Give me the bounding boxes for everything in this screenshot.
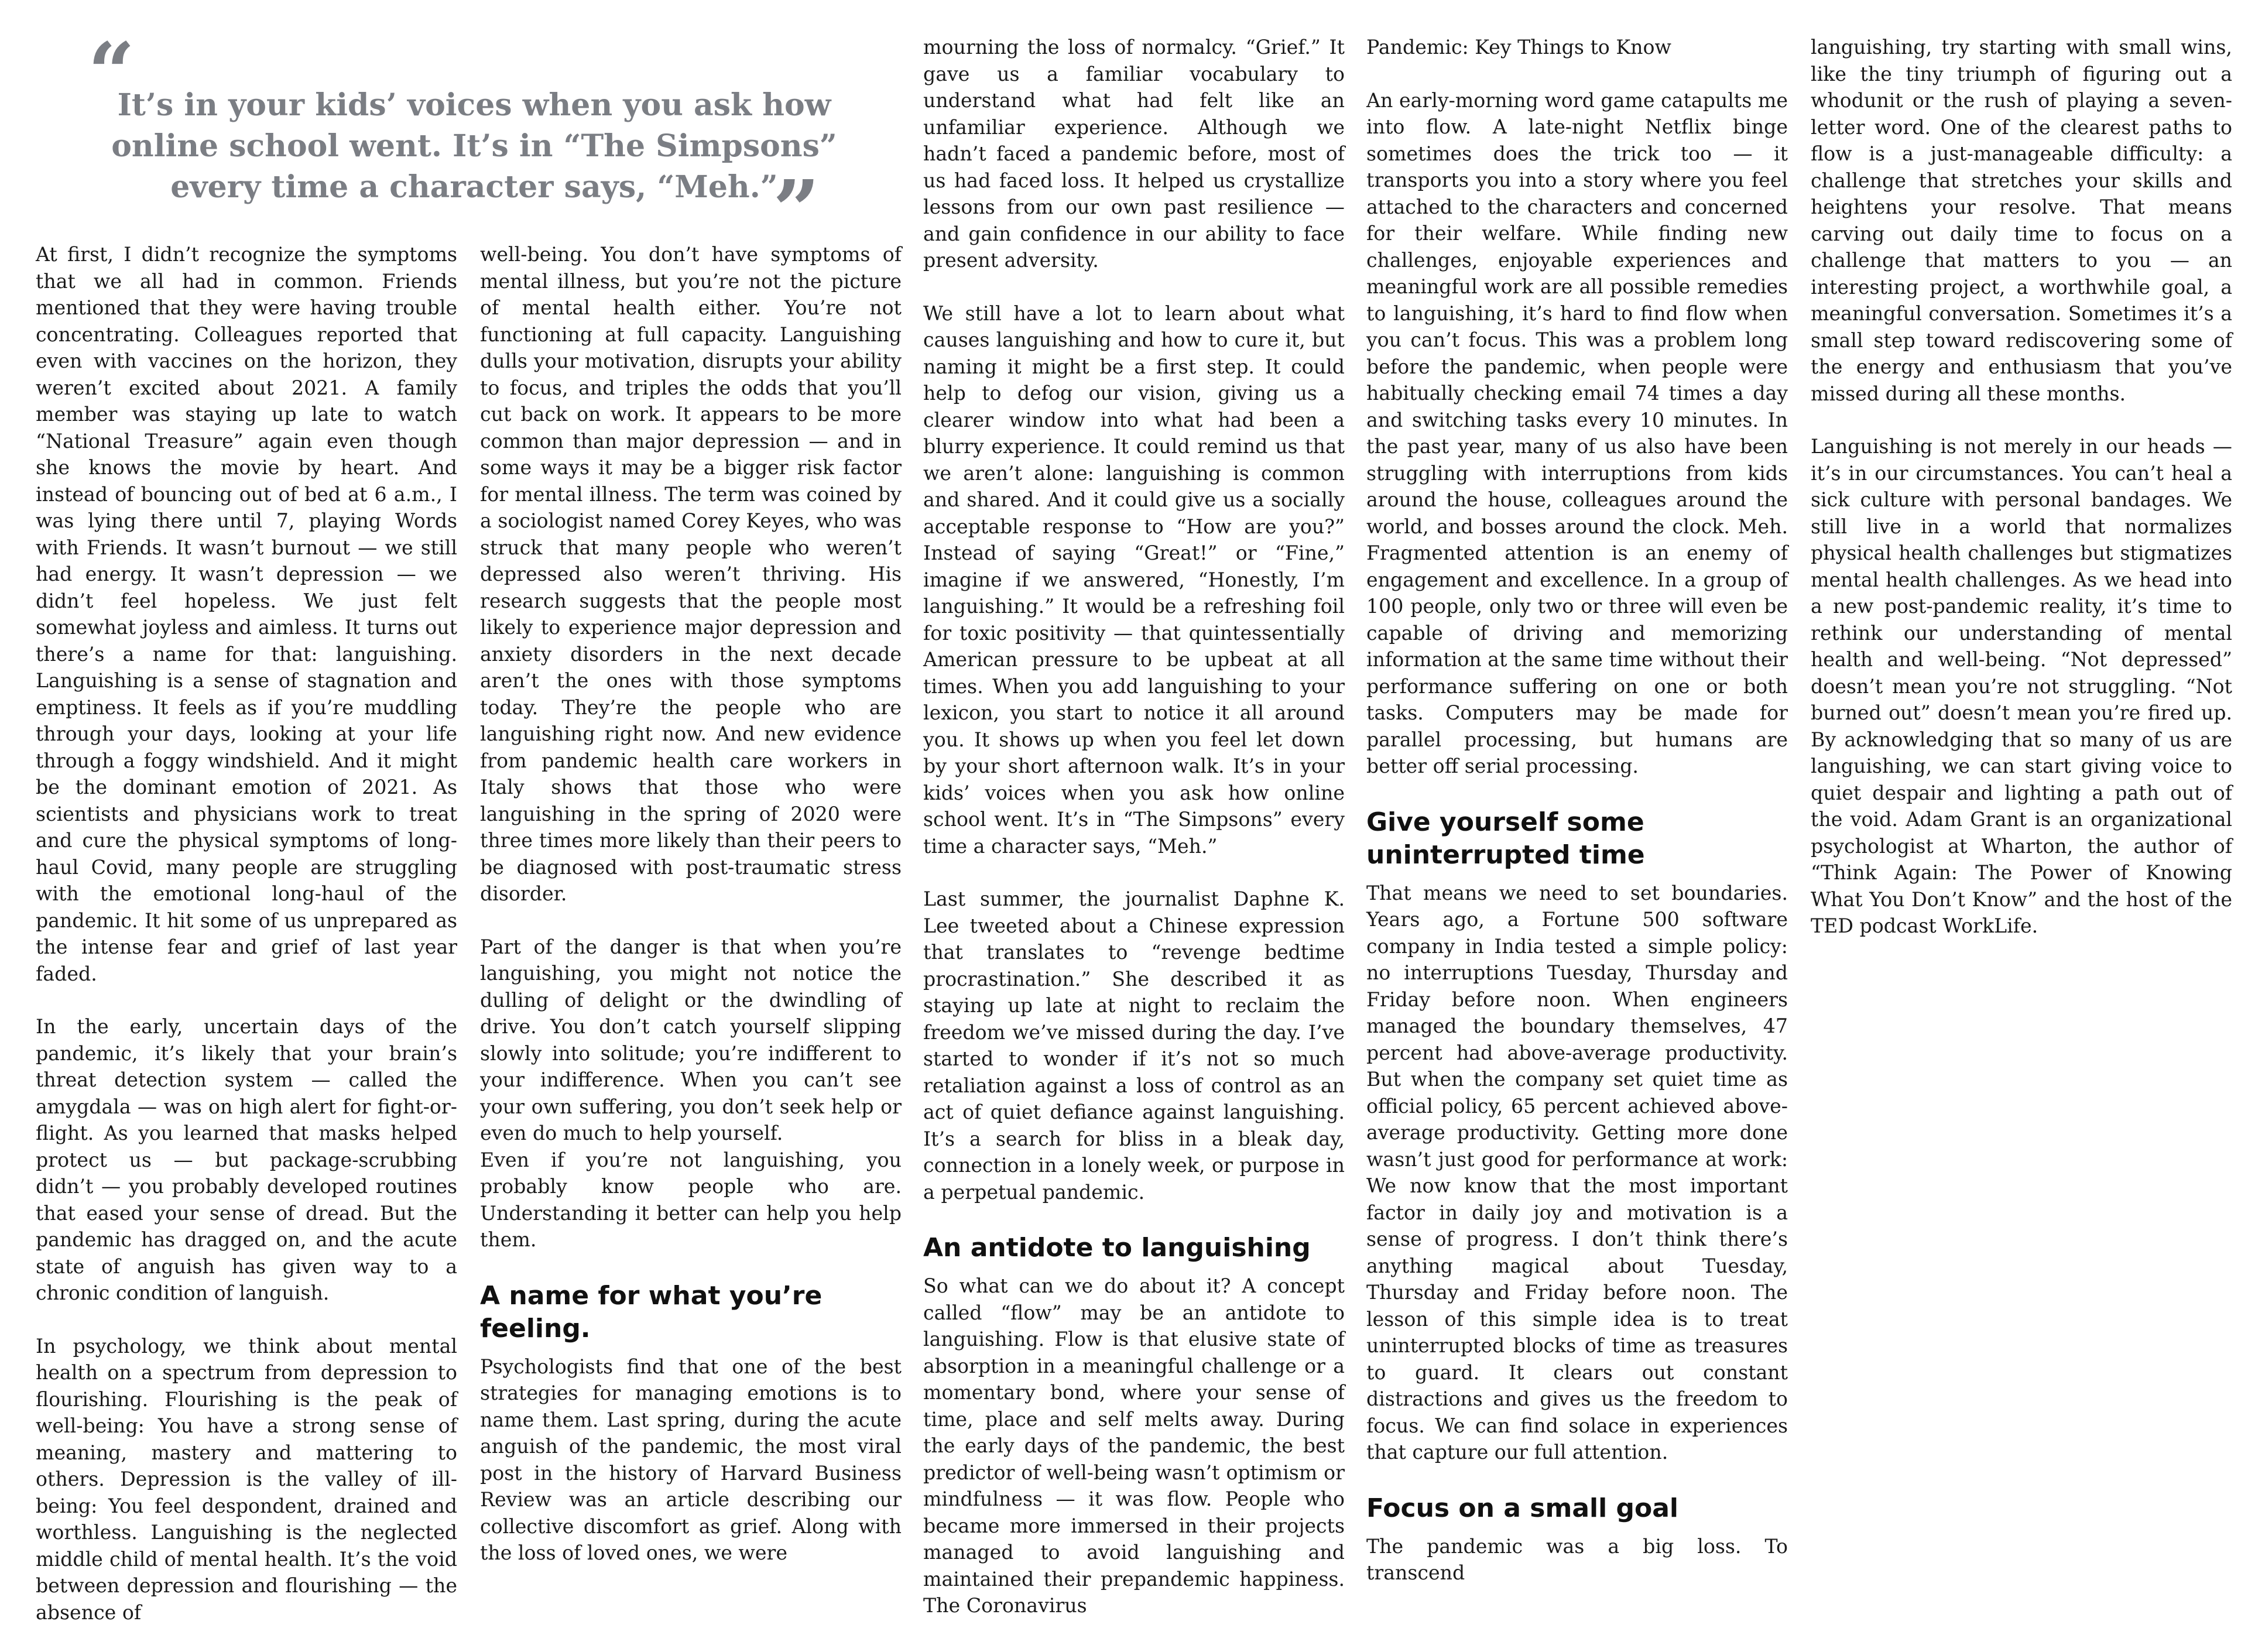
- paragraph: An early-morning word game catapults me into flow. A late-night Netflix binge sometimes does the trick too — it transports you into a story where you feel attached to the characters and concerned for their welfare. While finding new challenges, enjoyable experiences and meaningful work are all possible remedies to languishing, it’s hard to find flow when you can’t focus. This was a problem long before the pandemic, when people were habitually checking email 74 times a day and switching tasks every 10 minutes. In the past year, many of us also have been struggling with interruptions from kids around the house, colleagues around the world, and bosses around the clock. Meh. Fragmented attention is an enemy of engagement and excellence. In a group of 100 people, only two or three will even be capable of driving and memorizing information at the same time without their performance suffering on one or both tasks. Computers may be made for parallel processing, but humans are better off serial processing.: [1366, 88, 1788, 777]
- paragraph: Last summer, the journalist Daphne K. Lee tweeted about a Chinese expression that translates to “revenge bedtime procrastination.” She described it as staying up late at night to reclaim the freedom we’ve missed during the day. I’ve started to wonder if it’s not so much retaliation against a loss of control as an act of quiet defiance against languishing. It’s a search for bliss in a bleak day, connection in a lonely week, or purpose in a perpetual pandemic.: [923, 887, 1345, 1204]
- column-5: [1811, 34, 2232, 966]
- section-heading: A name for what you’re feeling.: [480, 1280, 823, 1343]
- paragraph: In the early, uncertain days of the pandemic, it’s likely that your brain’s threat detection system — called the amygdala — was on high alert for fight-or-flight. As you learned that masks helped protect us — but package-scrubbing didn’t — you probably developed routines that eased your sense of dread. But the pandemic has dragged on, and the acute state of anguish has given way to a chronic condition of languish.: [36, 1015, 457, 1304]
- pull-quote-text: It’s in your kids’ voices when you ask how online school went. It’s in “The Simpsons” every time a character says, “Meh.”: [111, 87, 837, 205]
- paragraph: Part of the danger is that when you’re languishing, you might not notice the dulling of delight or the dwindling of drive. You don’t catch yourself slipping slowly into solitude; you’re indifferent to your indifference. When you can’t see your own suffering, you don’t seek help or even do much to help yourself.: [480, 935, 902, 1144]
- paragraph: languishing, try starting with small wins, like the tiny triumph of figuring out a whodunit or the rush of playing a seven-letter word. One of the clearest paths to flow is a just-manageable difficulty: a challenge that stretches your skills and heightens your resolve. That means carving out daily time to focus on a challenge that matters to you — an interesting project, a worthwhile goal, a meaningful conversation. Sometimes it’s a small step toward rediscovering some of the energy and enthusiasm that you’ve missed during all these months.: [1811, 36, 2232, 405]
- paragraph: In psychology, we think about mental health on a spectrum from depression to flourishing. Flourishing is the peak of well-being: You have a strong sense of meaning, mastery and mattering to others. Depression is the valley of ill-being: You feel despondent, drained and worthless. Languishing is the neglected middle child of mental health. It’s the void between depression and flourishing — the absence of: [36, 1334, 457, 1624]
- paragraph: Pandemic: Key Things to Know: [1366, 36, 1671, 59]
- paragraph: So what can we do about it? A concept called “flow” may be an antidote to languishing. Flow is that elusive state of absorption in a meaningful challenge or a momentary bond, where your sense of time, place and self melts away. During the early days of the pandemic, the best predictor of well-being wasn’t optimism or mindfulness — it was flow. People who became more immersed in their projects managed to avoid languishing and maintained their prepandemic happiness. The Coronavirus: [923, 1274, 1345, 1617]
- section-heading: Focus on a small goal: [1366, 1493, 1679, 1523]
- section-heading: An antidote to languishing: [923, 1233, 1311, 1263]
- paragraph: mourning the loss of normalcy. “Grief.” It gave us a familiar vocabulary to understand what had felt like an unfamiliar experience. Although we hadn’t faced a pandemic before, most of us had faced loss. It helped us crystallize lessons from our own past resilience — and gain confidence in our ability to face present adversity.: [923, 36, 1345, 272]
- column-3: [923, 34, 1345, 1646]
- paragraph: We still have a lot to learn about what causes languishing and how to cure it, but naming it might be a first step. It could help to defog our vision, giving us a clearer window into what had been a blurry experience. It could remind us that we aren’t alone: languishing is common and shared. And it could give us a socially acceptable response to “How are you?” Instead of saying “Great!” or “Fine,” imagine if we answered, “Honestly, I’m languishing.” It would be a refreshing foil for toxic positivity — that quintessentially American pressure to be upbeat at all times. When you add languishing to your lexicon, you start to notice it all around you. It shows up when you feel let down by your short afternoon walk. It’s in your kids’ voices when you ask how online school went. It’s in “The Simpsons” every time a character says, “Meh.”: [923, 301, 1345, 858]
- paragraph: well-being. You don’t have symptoms of mental illness, but you’re not the picture of mental health either. You’re not functioning at full capacity. Languishing dulls your motivation, disrupts your ability to focus, and triples the odds that you’ll cut back on work. It appears to be more common than major depression — and in some ways it may be a bigger risk factor for mental illness. The term was coined by a sociologist named Corey Keyes, who was struck that many people who weren’t depressed also weren’t thriving. His research suggests that the people most likely to experience major depression and anxiety disorders in the next decade aren’t the ones with those symptoms today. They’re the people who are languishing right now. And new evidence from pandemic health care workers in Italy shows that those who were languishing in the spring of 2020 were three times more likely than their peers to be diagnosed with post-traumatic stress disorder.: [480, 243, 902, 905]
- open-quote-mark: “: [88, 25, 135, 121]
- column-4: [1366, 34, 1788, 1613]
- close-quote-mark: ”: [773, 163, 820, 259]
- paragraph: Languishing is not merely in our heads — it’s in our circumstances. You can’t heal a sick culture with personal bandages. We still live in a world that normalizes physical health challenges but stigmatizes mental health challenges. As we head into a new post-pandemic reality, it’s time to rethink our understanding of mental health and well-being. “Not depressed” doesn’t mean you’re not struggling. “Not burned out” doesn’t mean you’re fired up. By acknowledging that so many of us are languishing, we can start giving voice to quiet despair and lighting a path out of the void. Adam Grant is an organizational psychologist at Wharton, the author of “Think Again: The Power of Knowing What You Don’t Know” and the host of the TED podcast WorkLife.: [1811, 435, 2232, 937]
- paragraph: Even if you’re not languishing, you probably know people who are. Understanding it better can help you help them.: [480, 1148, 902, 1251]
- paragraph: That means we need to set boundaries. Years ago, a Fortune 500 software company in India tested a simple policy: no interruptions Tuesday, Thursday and Friday before noon. When engineers managed the boundary themselves, 47 percent had above-average productivity. But when the company set quiet time as official policy, 65 percent achieved above-average productivity. Getting more done wasn’t just good for performance at work: We now know that the most important factor in daily joy and motivation is a sense of progress. I don’t think there’s anything magical about Tuesday, Thursday and Friday before noon. The lesson of this simple idea is to treat uninterrupted blocks of time as treasures to guard. It clears out constant distractions and gives us the freedom to focus. We can find solace in experiences that capture our full attention.: [1366, 881, 1788, 1464]
- paragraph: Psychologists find that one of the best strategies for managing emotions is to name them. Last spring, during the acute anguish of the pandemic, the most viral post in the history of Harvard Business Review was an article describing our collective discomfort as grief. Along with the loss of loved ones, we were: [480, 1355, 902, 1564]
- section-heading: Give yourself some uninterrupted time: [1366, 807, 1645, 870]
- column-2: [480, 241, 902, 1593]
- paragraph: The pandemic was a big loss. To transcend: [1366, 1534, 1788, 1584]
- column-1: [36, 241, 457, 1652]
- paragraph: At first, I didn’t recognize the symptoms that we all had in common. Friends mentioned that they were having trouble concentrating. Colleagues reported that even with vaccines on the horizon, they weren’t excited about 2021. A family member was staying up late to watch “National Treasure” again even though she knows the movie by heart. And instead of bouncing out of bed at 6 a.m., I was lying there until 7, playing Words with Friends. It wasn’t burnout — we still had energy. It wasn’t depression — we didn’t feel hopeless. We just felt somewhat joyless and aimless. It turns out there’s a name for that: languishing. Languishing is a sense of stagnation and emptiness. It feels as if you’re muddling through your days, looking at your life through a foggy windshield. And it might be the dominant emotion of 2021. As scientists and physicians work to treat and cure the physical symptoms of long-haul Covid, many people are struggling with the emotional long-haul of the pandemic. It hit some of us unprepared as the intense fear and grief of last year faded.: [36, 243, 457, 985]
